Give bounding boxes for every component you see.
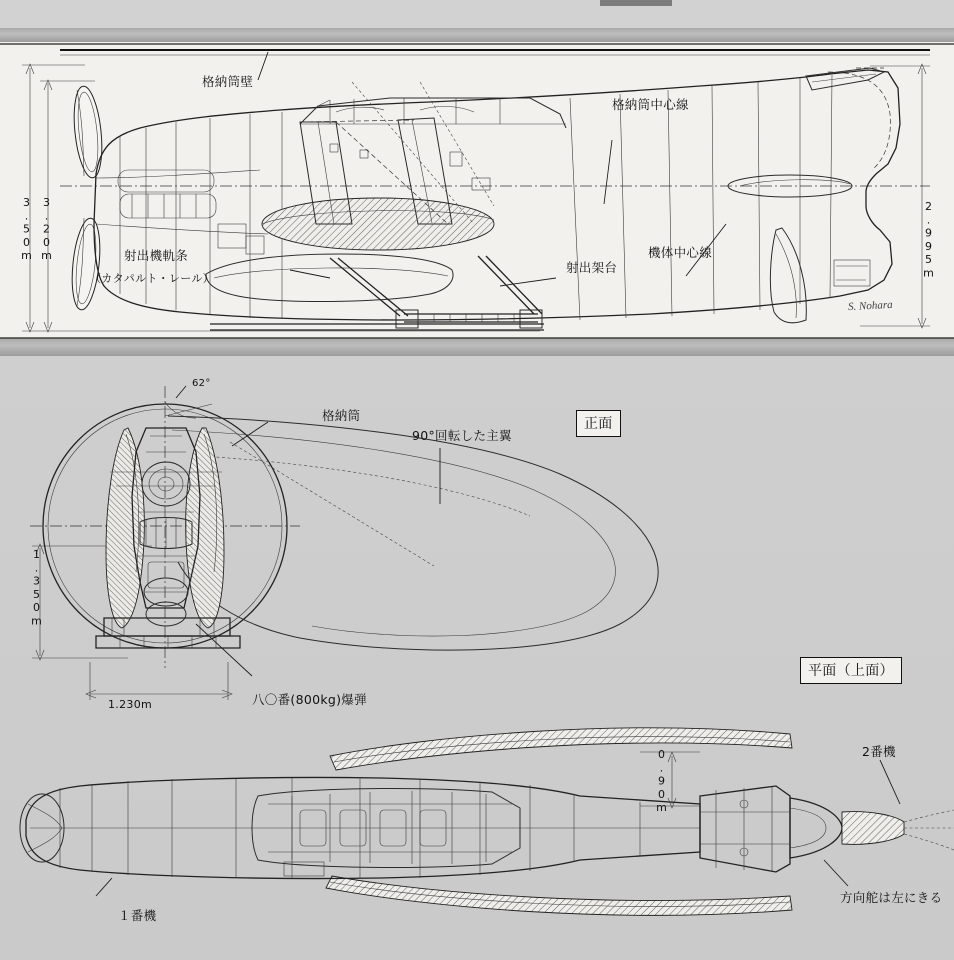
rotated-wing-outline <box>168 416 658 650</box>
label-hangar-tube: 格納筒 <box>322 408 361 423</box>
label-bomb: 八〇番(800kg)爆弾 <box>252 692 367 707</box>
fuselage-side <box>94 70 900 320</box>
artist-signature: S. Nohara <box>847 298 893 314</box>
crop-mark <box>600 0 672 6</box>
label-aircraft-2: 2番機 <box>862 744 896 759</box>
label-rotated-wing: 90°回転した主翼 <box>412 428 512 443</box>
label-aircraft-1: １番機 <box>118 908 157 923</box>
label-hangar-centerline: 格納筒中心線 <box>612 97 689 112</box>
wing-panels-lower <box>326 876 792 915</box>
hangar-wall <box>60 50 930 80</box>
leader-aircraft-2 <box>880 760 900 804</box>
dim-2-995m: 2.995m <box>922 200 935 280</box>
wing-panels-upper <box>330 728 792 770</box>
side-dim-lines <box>22 64 930 332</box>
label-catapult-rail: 射出機軌条 <box>124 248 189 263</box>
dim-3-20m: 3.20m <box>40 196 53 263</box>
label-catapult-cradle: 射出架台 <box>566 260 618 275</box>
dim-1-350m: 1.350m <box>30 548 43 628</box>
front-view-title: 正面 <box>576 410 621 437</box>
side-view-drawing <box>0 28 954 348</box>
label-rudder-note: 方向舵は左にきる <box>840 890 943 905</box>
top-view-title: 平面（上面） <box>800 657 902 684</box>
dim-1-230m: 1.230m <box>108 698 153 711</box>
label-fuselage-centerline: 機体中心線 <box>648 245 713 260</box>
aircraft-1-plan <box>20 752 954 896</box>
label-angle-62: 62° <box>192 378 211 389</box>
leader-hangar-center <box>604 140 612 204</box>
dim-3-50m: 3.50m <box>20 196 33 263</box>
label-hangar-wall: 格納筒壁 <box>202 74 254 89</box>
angle-62-mark <box>165 386 212 418</box>
dim-0-90m: 0.90m <box>655 748 668 815</box>
label-catapult-rail-kana: （カタパルト・レール） <box>90 272 214 285</box>
